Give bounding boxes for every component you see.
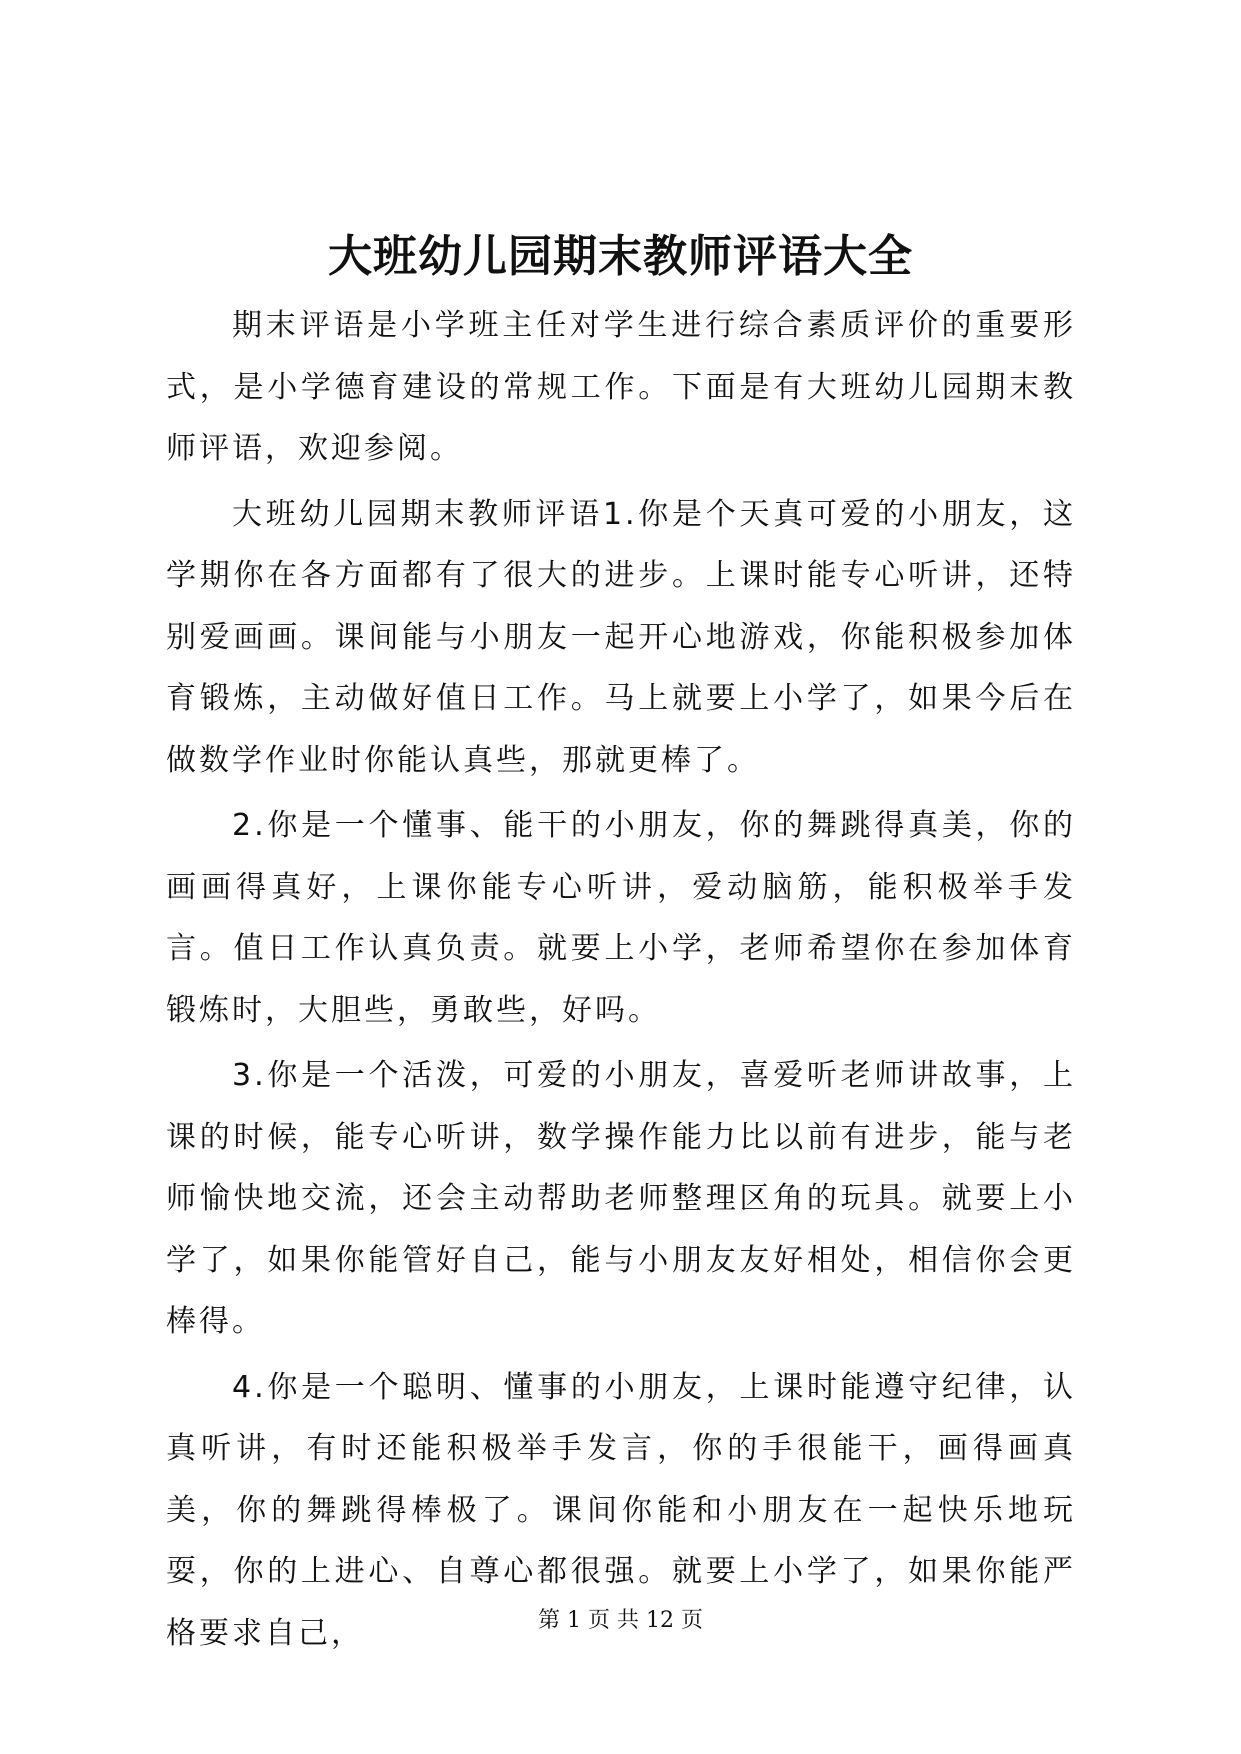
paragraph: 期末评语是小学班主任对学生进行综合素质评价的重要形式，是小学德育建设的常规工作。下面是有大班幼儿园期末教师评语，欢迎参阅。 (166, 308, 1076, 466)
document-title: 大班幼儿园期末教师评语大全 (328, 231, 913, 282)
page-footer: 第 1 页 共 12 页 (538, 1608, 703, 1633)
paragraph: 大班幼儿园期末教师评语1.你是个天真可爱的小朋友，这学期你在各方面都有了很大的进步。上课时能专心听讲，还特别爱画画。课间能与小朋友一起开心地游戏，你能积极参加体育锻炼，主动做好值日工作。马上就要上小学了，如果今后在做数学作业时你能认真些，那就更棒了。 (166, 496, 1076, 778)
paragraph: 2.你是一个懂事、能干的小朋友，你的舞跳得真美，你的画画得真好，上课你能专心听讲，爱动脑筋，能积极举手发言。值日工作认真负责。就要上小学，老师希望你在参加体育锻炼时，大胆些，勇敢些，好吗。 (166, 808, 1076, 1028)
paragraph: 4.你是一个聪明、懂事的小朋友，上课时能遵守纪律，认真听讲，有时还能积极举手发言，你的手很能干，画得画真美，你的舞跳得棒极了。课间你能和小朋友在一起快乐地玩耍，你的上进心、自尊心都很强。就要上小学了，如果你能严格要求自己， (166, 1369, 1076, 1651)
document-body (166, 295, 1076, 1668)
paragraph: 3.你是一个活泼，可爱的小朋友，喜爱听老师讲故事，上课的时候，能专心听讲，数学操作能力比以前有进步，能与老师愉快地交流，还会主动帮助老师整理区角的玩具。就要上小学了，如果你能管好自己，能与小朋友友好相处，相信你会更棒得。 (166, 1058, 1076, 1339)
